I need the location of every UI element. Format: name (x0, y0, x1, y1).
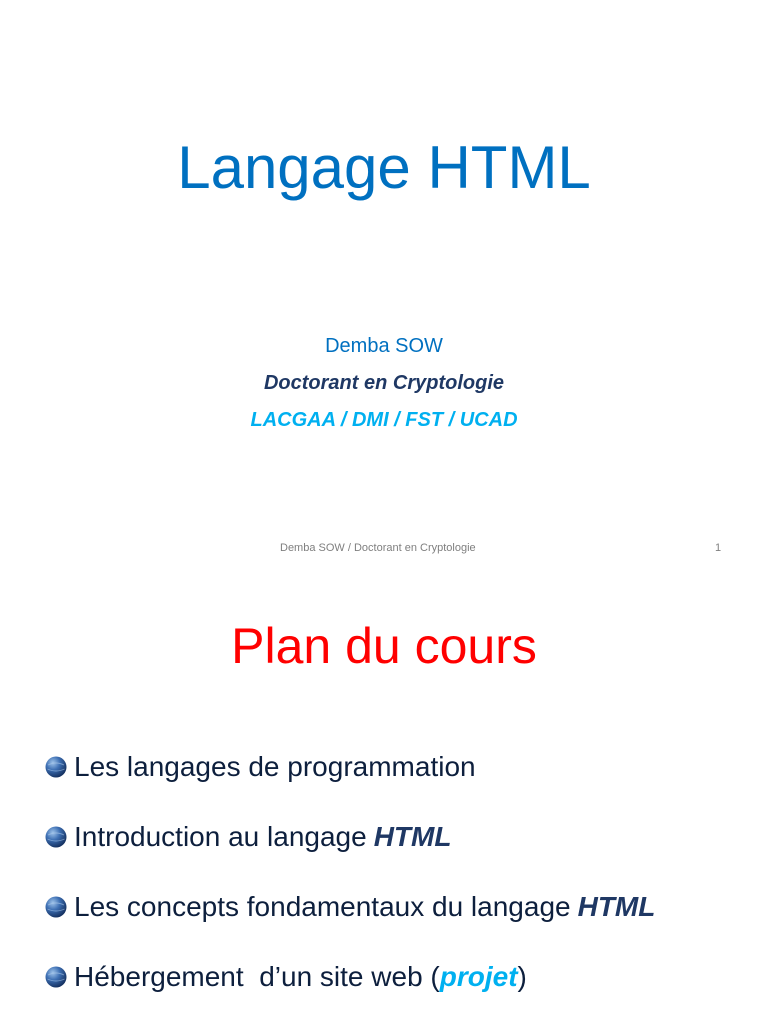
slide-title: Plan du cours (231, 618, 537, 674)
bullet-item (44, 802, 655, 872)
bullet-list (44, 732, 655, 1012)
bullet-item (44, 732, 655, 802)
bullet-suffix: ) (517, 961, 527, 992)
globe-bullet-icon (44, 965, 68, 989)
bullet-keyword: HTML (373, 821, 452, 852)
bullet-text: Hébergement d’un site web ( (74, 961, 440, 992)
bullet-item (44, 872, 655, 942)
author-name: Demba SOW (325, 335, 443, 357)
bullet-keyword: projet (439, 961, 518, 992)
globe-bullet-icon (44, 825, 68, 849)
slide-title: Langage HTML (177, 134, 591, 201)
slide-2 (0, 576, 768, 1024)
bullet-keyword: HTML (577, 891, 656, 922)
author-affiliation: LACGAA / DMI / FST / UCAD (250, 409, 518, 431)
bullet-item (44, 942, 655, 1012)
page-number: 1 (715, 542, 722, 554)
author-role: Doctorant en Cryptologie (263, 372, 504, 394)
bullet-text: Les langages de programmation (74, 751, 476, 782)
slide-footer: Demba SOW / Doctorant en Cryptologie (280, 542, 476, 554)
globe-bullet-icon (44, 755, 68, 779)
globe-bullet-icon (44, 895, 68, 919)
bullet-text: Les concepts fondamentaux du langage (74, 891, 571, 922)
bullet-text: Introduction au langage (74, 821, 367, 852)
